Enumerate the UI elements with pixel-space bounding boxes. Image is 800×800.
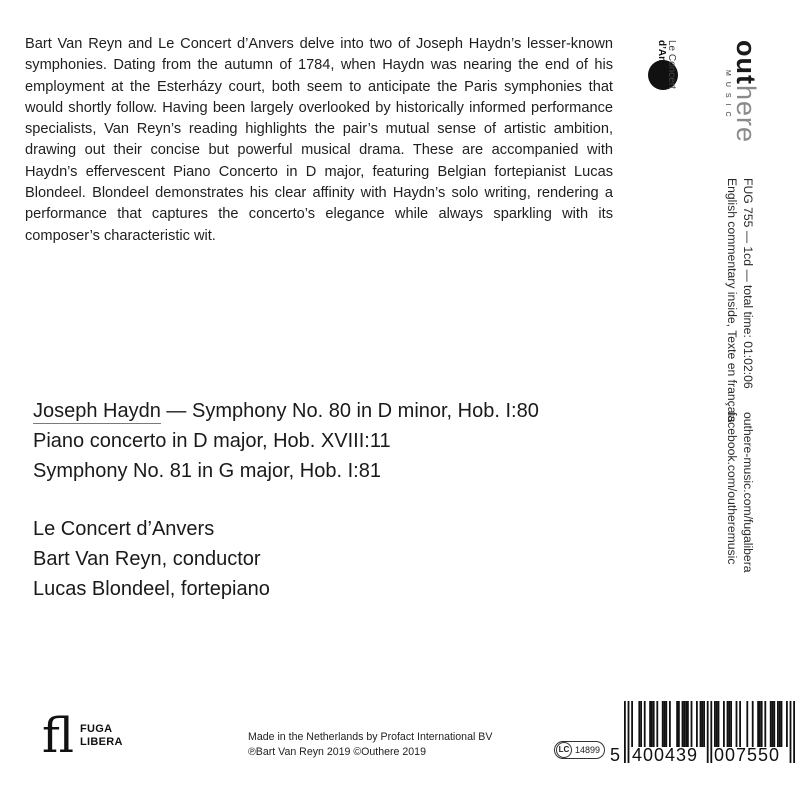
outhere-wordmark [732, 40, 760, 143]
barcode-bar [700, 701, 702, 747]
barcode-bar [728, 701, 730, 747]
barcode-bar [687, 701, 689, 747]
work-title: Symphony No. 80 in D minor, Hob. I:80 [192, 400, 539, 422]
performer: Lucas Blondeel, fortepiano [33, 578, 270, 600]
barcode-bar [691, 701, 693, 747]
performers-list [33, 514, 270, 604]
barcode-bar [793, 701, 795, 763]
catalog-line: FUG 755 — 1cd — total time: 01:02:06 [741, 178, 755, 389]
barcode-bar [746, 701, 748, 747]
fuga-libera-logo [42, 708, 123, 764]
barcode-bar [662, 701, 664, 747]
catalog-info [724, 178, 756, 422]
web-info [724, 412, 756, 573]
barcode-bar [752, 701, 754, 747]
barcode-bar [730, 701, 732, 747]
barcode-bar [640, 701, 642, 747]
barcode-bar [669, 701, 671, 747]
fuga-libera-line-2: LIBERA [80, 736, 123, 748]
barcode-bar [676, 701, 678, 747]
ensemble-logo-text [656, 40, 676, 89]
barcode-lead-digit: 5 [610, 745, 621, 765]
barcode-bar [716, 701, 718, 747]
barcode-bar [786, 701, 788, 747]
outhere-wordmark-out: out [731, 40, 761, 85]
barcode-bar [718, 701, 720, 747]
facebook-link[interactable]: facebook.com/outheremusic [725, 412, 739, 565]
fuga-libera-wordmark [80, 723, 123, 749]
barcode-bar [770, 701, 772, 747]
fuga-libera-line-1: FUGA [80, 723, 113, 735]
program-line-1 [33, 396, 539, 426]
barcode-bar [781, 701, 783, 747]
barcode-bar [714, 701, 716, 747]
barcode-bar [764, 701, 766, 747]
barcode-bar [651, 701, 653, 747]
barcode-bar [653, 701, 655, 747]
lc-icon: LC [556, 742, 572, 758]
barcode-bar [683, 701, 685, 747]
barcode-bar [779, 701, 781, 747]
barcode-right-digits: 007550 [714, 745, 781, 765]
barcode-bar [736, 701, 738, 747]
barcode-bar [628, 701, 630, 763]
work-title: Symphony No. 81 in G major, Hob. I:81 [33, 460, 381, 482]
barcode-bar [696, 701, 698, 747]
barcode-bar [644, 701, 646, 747]
ean-barcode [610, 701, 800, 767]
copyright-credit: ℗Bart Van Reyn 2019 ©Outhere 2019 [248, 746, 426, 758]
barcode-bar [649, 701, 651, 747]
fuga-libera-glyph-icon: fl [42, 708, 75, 764]
composer-name: Joseph Haydn [33, 400, 161, 422]
barcode-bar [703, 701, 705, 747]
barcode-left-digits: 400439 [632, 745, 699, 765]
website-link[interactable]: outhere-music.com/fugalibera [741, 412, 755, 573]
barcode-bar [665, 701, 667, 747]
barcode-bar [631, 701, 633, 747]
ensemble-logo-line-1: Le Concert [666, 40, 677, 89]
outhere-subtitle: MUSIC [724, 70, 731, 123]
barcode-bar [772, 701, 774, 747]
outhere-wordmark-here: here [731, 84, 761, 144]
ensemble-logo-line-2: d’Anvers [656, 40, 667, 83]
barcode-bar [664, 701, 666, 747]
credits [248, 730, 492, 760]
barcode-bar [757, 701, 759, 747]
composer-separator: — [160, 400, 192, 422]
description-text: Bart Van Reyn and Le Concert d’Anvers delve into two of Joseph Haydn’s lesser-known symphonies. Dating from the autumn of 1784, when Haydn was nearing the end of his employment at the Esterházy court, both seem to anticipate the Paris symphonies that would shortly follow. Having been largely overlooked by historically informed performance specialists, Van Reyn’s reading highlights the pair’s mutual sense of artistic ambition, drawing out their concise but powerful musical drama. These are accompanied with Haydn’s effervescent Piano Concerto in D major, featuring Belgian fortepianist Lucas Blondeel. Blondeel demonstrates his clear affinity with Haydn’s solo writing, rendering a performance that captures the concerto’s elegance while always sparkling with its composer’s characteristic wit. [25, 36, 613, 244]
barcode-bar [710, 701, 712, 763]
manufacturing-credit: Made in the Netherlands by Profact International BV [248, 731, 493, 743]
barcode-bar [739, 701, 741, 747]
barcode-bar [761, 701, 763, 747]
performer: Bart Van Reyn, conductor [33, 548, 261, 570]
barcode-bar [624, 701, 626, 763]
barcode-bar [773, 701, 775, 747]
barcode-bar [723, 701, 725, 747]
work-title: Piano concerto in D major, Hob. XVIII:11 [33, 430, 391, 452]
album-description [25, 34, 613, 247]
barcode-bar [678, 701, 680, 747]
barcode-bar [707, 701, 709, 763]
barcode-bar [701, 701, 703, 747]
language-line: English commentary inside, Texte en français [725, 178, 739, 423]
outhere-music-logo [722, 40, 760, 143]
barcode-bar [777, 701, 779, 747]
barcode-bar [727, 701, 729, 747]
barcode-bar [790, 701, 792, 763]
barcode-bar [685, 701, 687, 747]
barcode-bar [638, 701, 640, 747]
barcode-bar [682, 701, 684, 747]
label-code-number: 14899 [575, 745, 601, 755]
barcode-bar [759, 701, 761, 747]
barcode-bar [656, 701, 658, 747]
label-code-badge [554, 741, 605, 759]
performer: Le Concert d’Anvers [33, 518, 215, 540]
program-list [33, 396, 539, 486]
